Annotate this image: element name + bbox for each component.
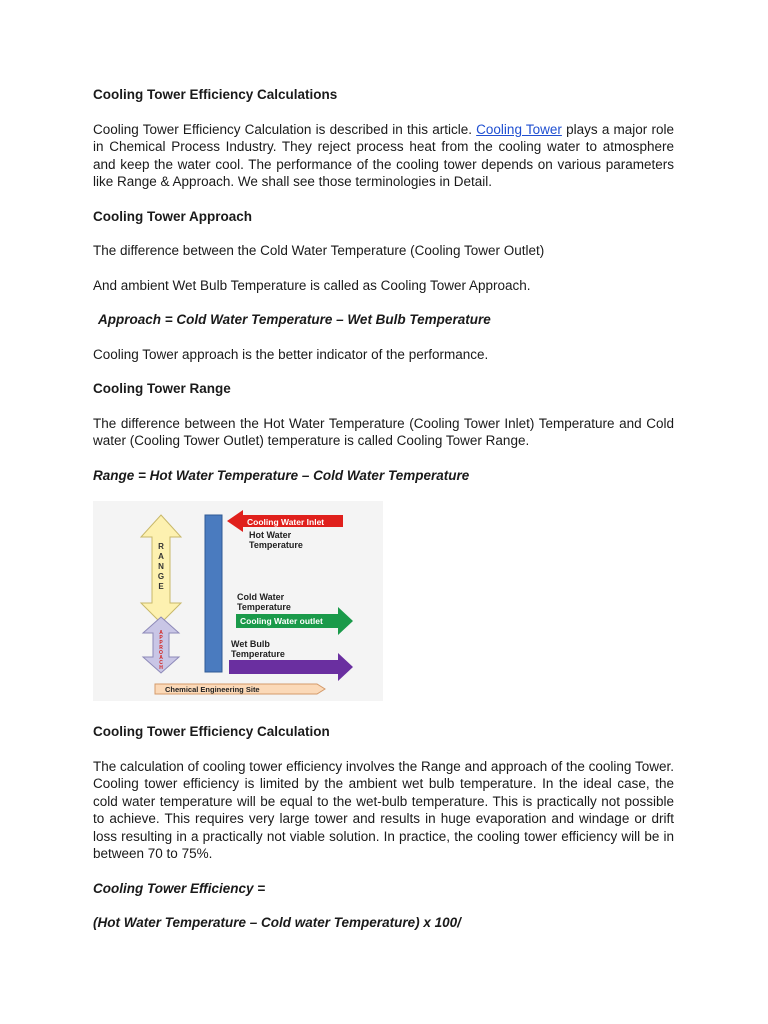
- range-letter: G: [157, 572, 165, 581]
- page-title: Cooling Tower Efficiency Calculations: [93, 87, 338, 102]
- approach-heading: Cooling Tower Approach: [93, 208, 252, 224]
- tower-column: [205, 515, 222, 672]
- approach-line-1: The difference between the Cold Water Temperature (Cooling Tower Outlet): [93, 243, 545, 258]
- range-letter: A: [158, 552, 164, 561]
- approach-letter: A: [159, 630, 163, 636]
- cooling-tower-link[interactable]: Cooling Tower: [476, 121, 562, 137]
- cold-water-label-1: Cold Water: [237, 592, 285, 602]
- approach-line-2: And ambient Wet Bulb Temperature is called as Cooling Tower Approach.: [93, 277, 531, 293]
- efficiency-paragraph: The calculation of cooling tower efficiency involves the Range and approach of the cooling Tower. Cooling tower efficiency is limited by the ambient wet bulb temperature. In the ideal case, the cold water temperature will be equal to the wet-bulb temperature. This is practically not possible to achieve. This requires very large tower and results in huge evaporation and windage or drift loss resulting in a practically not viable solution. In practice, the cooling tower efficiency will be in between 70 to 75%.: [93, 758, 674, 861]
- range-letter: R: [158, 542, 164, 551]
- inlet-label: Cooling Water Inlet: [247, 517, 325, 527]
- hot-water-label-2: Temperature: [249, 540, 303, 550]
- hot-water-label-1: Hot Water: [249, 530, 292, 540]
- approach-letter: R: [159, 645, 163, 651]
- range-paragraph: The difference between the Hot Water Temperature (Cooling Tower Inlet) Temperature and Cold water (Cooling Tower Outlet) temperature is called Cooling Tower Range.: [93, 415, 674, 448]
- diagram-svg: [93, 501, 383, 701]
- cooling-tower-diagram: [93, 501, 383, 706]
- efficiency-heading: Cooling Tower Efficiency Calculation: [93, 724, 330, 739]
- cold-water-label-2: Temperature: [237, 602, 291, 612]
- efficiency-formula-label: Cooling Tower Efficiency =: [93, 880, 266, 896]
- document-page: [93, 86, 674, 932]
- outlet-label: Cooling Water outlet: [240, 616, 323, 626]
- intro-paragraph: [93, 121, 674, 191]
- wet-bulb-label-1: Wet Bulb: [231, 639, 270, 649]
- approach-note: Cooling Tower approach is the better indicator of the performance.: [93, 346, 489, 362]
- approach-letter: C: [159, 660, 163, 666]
- approach-letter: O: [159, 650, 163, 656]
- range-letter: E: [158, 582, 164, 591]
- intro-text-after: plays a major role in Chemical Process Industry. They reject process heat from the cooling water to atmosphere and keep the water cool. The performance of the cooling tower depends on various parameters like Range & Approach. We shall see those terminologies in Detail.: [93, 121, 674, 189]
- approach-letter: H: [159, 665, 163, 671]
- intro-text-before: Cooling Tower Efficiency Calculation is described in this article.: [93, 121, 477, 137]
- efficiency-formula: (Hot Water Temperature – Cold water Temperature) x 100/: [93, 915, 461, 930]
- wet-bulb-label-2: Temperature: [231, 649, 285, 659]
- approach-formula: Approach = Cold Water Temperature – Wet Bulb Temperature: [98, 312, 491, 327]
- approach-letter: P: [159, 640, 163, 646]
- range-heading: Cooling Tower Range: [93, 381, 231, 396]
- range-letter: N: [158, 562, 164, 571]
- approach-letter: P: [159, 635, 163, 641]
- approach-letter: A: [159, 655, 163, 661]
- site-label: Chemical Engineering Site: [165, 685, 260, 694]
- range-formula: Range = Hot Water Temperature – Cold Water Temperature: [93, 467, 470, 483]
